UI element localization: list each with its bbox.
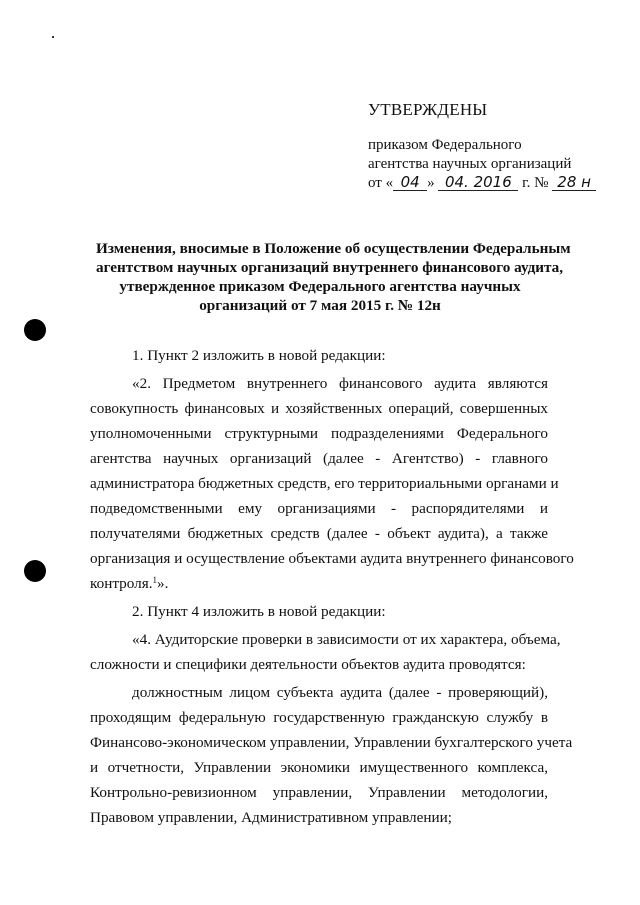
body-line: организация и осуществление объектами аудита внутреннего финансового: [90, 550, 574, 567]
scan-speck: [52, 36, 54, 38]
body-line: администратора бюджетных средств, его территориальными органами и: [90, 475, 559, 492]
body-line: получателями бюджетных средств (далее - объект аудита), а также: [90, 525, 548, 542]
body-line: Финансово-экономическом управлении, Управлении бухгалтерского учета: [90, 734, 573, 751]
body-line: проходящим федеральную государственную гражданскую службу в: [90, 709, 548, 726]
document-heading: [96, 239, 571, 315]
body-line: уполномоченными структурными подразделениями Федерального: [90, 425, 548, 442]
heading-line: организаций от 7 мая 2015 г. № 12н: [199, 297, 441, 314]
footnote-marker: 1: [152, 575, 157, 585]
approval-date-line: [368, 174, 596, 193]
item-1-intro: 1. Пункт 2 изложить в новой редакции:: [132, 347, 386, 364]
quote-item-4-last-line: сложности и специфики деятельности объектов аудита проводятся:: [90, 656, 526, 673]
quote-item-4: [90, 627, 561, 652]
body-line: и отчетности, Управлении экономики имущественного комплекса,: [90, 759, 548, 776]
text-span: контроля.: [90, 575, 153, 592]
number-prefix: г. №: [522, 175, 549, 191]
quote-item-2-last-line: [90, 571, 548, 596]
body-line: «4. Аудиторские проверки в зависимости от их характера, объема,: [132, 631, 561, 648]
approval-block: [368, 100, 596, 193]
text-span: ».: [157, 575, 169, 592]
approval-line-1: приказом Федерального: [368, 137, 522, 153]
punch-hole-top: [24, 319, 46, 341]
body-line: совокупность финансовых и хозяйственных операций, совершенных: [90, 400, 548, 417]
body-line: «2. Предметом внутреннего финансового аудита являются: [132, 375, 548, 392]
quote-item-2: [90, 371, 574, 571]
body-line: должностным лицом субъекта аудита (далее - проверяющий),: [132, 684, 548, 701]
heading-line: утвержденное приказом Федерального агентства научных: [119, 278, 521, 295]
quote-item-4-list-last-line: Правовом управлении, Административном управлении;: [90, 809, 452, 826]
body-line: подведомственными ему организациями - распорядителями и: [90, 500, 548, 517]
handwritten-day: 04: [393, 174, 427, 191]
quote-item-4-list: [90, 680, 573, 805]
approval-line-2: агентства научных организаций: [368, 156, 572, 172]
date-prefix: от «: [368, 175, 394, 191]
date-mid: »: [427, 175, 435, 191]
handwritten-order-number: 28 н: [552, 174, 596, 191]
approval-title: УТВЕРЖДЕНЫ: [368, 100, 488, 119]
punch-hole-bottom: [24, 560, 46, 582]
item-2-intro: 2. Пункт 4 изложить в новой редакции:: [132, 603, 386, 620]
body-line: Контрольно-ревизионном управлении, Управлении методологии,: [90, 784, 548, 801]
heading-line: Изменения, вносимые в Положение об осуществлении Федеральным: [96, 240, 571, 257]
body-line: агентства научных организаций (далее - Агентство) - главного: [90, 450, 548, 467]
handwritten-month-year: 04. 2016: [438, 174, 518, 191]
document-body: [90, 343, 574, 830]
heading-line: агентством научных организаций внутреннего финансового аудита,: [96, 259, 564, 276]
